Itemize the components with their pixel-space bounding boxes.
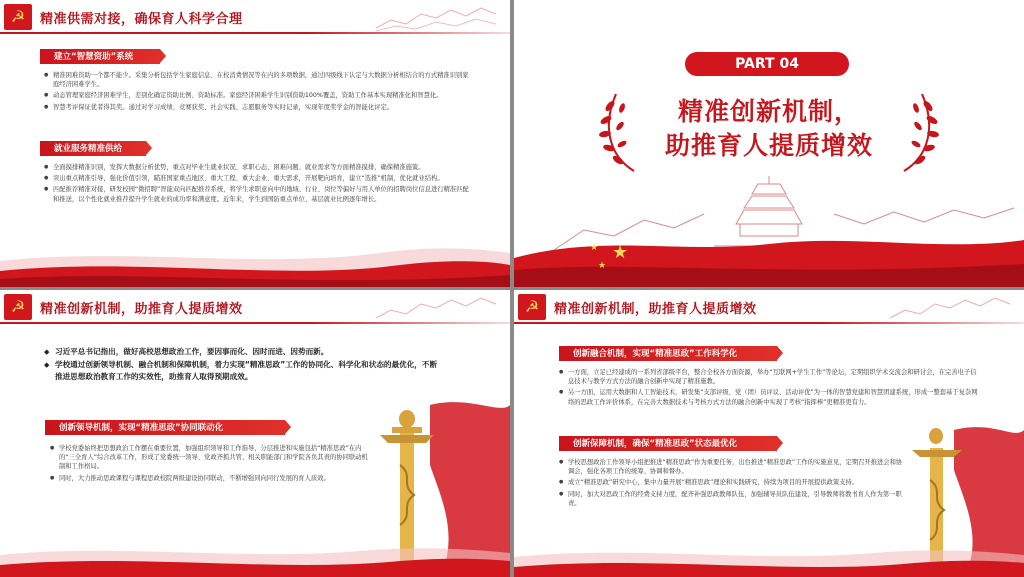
part-title-line2: 助推育人提质增效 — [664, 131, 873, 160]
header-divider — [514, 322, 1024, 324]
red-wave-decoration-icon — [514, 529, 1024, 577]
list-item: ● 学校党委始终把思想政治工作摆在重要位置，加强组织领导和工作指导，分层推进和实施包括“精准思政”在内的“三全育人”综合改革工作，形成了党委统一领导、党政齐抓共管、相关职能部门和学院各负其责的协同联动机制和工作格局。 — [50, 444, 370, 472]
bullet-list-guarantee — [559, 458, 904, 510]
slide-header — [514, 290, 1024, 324]
list-item: ● 一方面，立足已经建成的一系列省部级平台，整合全校各方面资源，举办“互联网+学生工作”等论坛，定期组织学术交流会和研讨会，在完善电子信息技术与教学方式方法的融合创新中实现了精准施教。 — [559, 368, 979, 386]
list-item: ● 另一方面，运用大数据和人工智能技术，研发集“支部评级、党（团）员评议、活动评优”为一体的智慧党建和智慧团建系统，形成一整套基于复杂网络的思政工作评价体系，在完善大数据技术与考核方式方法的融合创新中实现了考核“指挥棒”更精准更有力。 — [559, 388, 979, 406]
great-wall-decoration-icon — [890, 292, 1010, 322]
lead-paragraphs — [44, 346, 444, 384]
list-item: ● 学校思想政治工作领导小组把推进“精准思政”作为重要任务，出台推进“精准思政”工作的实施意见，定期召开推进会和协调会，强化各项工作的统筹、协调和督办。 — [559, 458, 904, 476]
slide-4[interactable] — [514, 290, 1024, 577]
slide-header — [0, 0, 510, 34]
slide-title: 精准供需对接，确保育人科学合理 — [40, 12, 243, 27]
party-emblem-icon: ☭ — [518, 294, 546, 320]
great-wall-decoration-icon — [376, 2, 496, 32]
svg-text:★: ★ — [598, 261, 607, 271]
section-tag-integration: 创新融合机制，实现“精准思政”工作科学化 — [559, 346, 777, 361]
bullet-list-leadership — [50, 444, 370, 485]
svg-text:★: ★ — [590, 243, 599, 253]
list-item: ● 全面摸排精准识别，发挥大数据分析优势，重点对毕业生就业状况、求职心态、困难问题、就业需求等方面精准摸排，确保精准施策。 — [44, 163, 469, 172]
part-title-line1: 精准创新机制， — [677, 97, 860, 126]
part-badge: PART 04 — [685, 52, 849, 76]
list-item: ● 突出重点精准引导，强化价值引领，瞄准国家重点地区、重大工程、重大企业、重大需求，开展靶向培育，建立“选推”机制，优化就业结构。 — [44, 174, 469, 183]
list-item: ● 智慧考评保证优者得其奖。通过对学习成绩、竞赛获奖、社会实践、志愿服务等实时记录，实现年度奖学金的智能化评定。 — [44, 103, 469, 112]
temple-of-heaven-illustration-icon — [514, 170, 1024, 287]
party-emblem-icon: ☭ — [4, 4, 32, 30]
section-tag-smart-aid: 建立“智慧资助”系统 — [40, 49, 160, 64]
header-divider — [0, 322, 510, 324]
slide-2[interactable] — [514, 0, 1024, 287]
slide-title: 精准创新机制，助推育人提质增效 — [554, 302, 757, 317]
slide-3[interactable] — [0, 290, 510, 577]
section-tag-employment: 就业服务精准供给 — [40, 141, 146, 156]
bullet-list-smart-aid — [44, 71, 469, 114]
slide-title: 精准创新机制，助推育人提质增效 — [40, 302, 243, 317]
section-tag-leadership: 创新领导机制，实现“精准思政”协同联动化 — [45, 420, 285, 435]
lead-item: ◆ 习近平总书记指出，做好高校思想政治工作，要因事而化、因时而进、因势而新。 — [44, 346, 444, 359]
list-item: ● 精准困难资助一个都不能少。采集分析包括学生家庭信息、在校消费情况等在内的多项数据，通过四级线下认定与大数据分析相结合的方式精准识别家庭经济困难学生。 — [44, 71, 469, 89]
svg-text:★: ★ — [612, 242, 629, 263]
section-tag-guarantee: 创新保障机制，确保“精准思政”状态最优化 — [559, 436, 777, 451]
great-wall-decoration-icon — [376, 292, 496, 322]
list-item: ● 成立“精准思政”研究中心，集中力量开展“精准思政”理论和实践研究，持续为项目的开展提供政策支持。 — [559, 478, 904, 487]
slide-header — [0, 290, 510, 324]
list-item: ● 同时，大力推动思政课程与课程思政校院两级建设协同联动，不断增强同向同行发展的育人质效。 — [50, 474, 370, 483]
slide-1[interactable] — [0, 0, 510, 287]
red-wave-decoration-icon — [0, 239, 510, 287]
bullet-list-employment — [44, 163, 469, 206]
header-divider — [0, 32, 510, 34]
list-item: ● 匹配推荐精准对接，研发校园“微招聘”智能双向匹配推荐系统，将学生求职意向中的地域、行业、岗位等偏好与用人单位的招聘岗位信息进行精准匹配和推送，以个性化就业推荐提升学生就业的成功率和满意度。近年来，学生到国防重点单位、基层就业比例逐年增长。 — [44, 185, 469, 203]
red-wave-decoration-icon — [0, 529, 510, 577]
party-emblem-icon: ☭ — [4, 294, 32, 320]
list-item: ● 同时，加大对思政工作的经费支持力度，配齐补强思政教师队伍，加强辅导员队伍建设，引导教师将教书育人作为第一职责。 — [559, 490, 904, 508]
lead-item: ◆ 学校通过创新领导机制、融合机制和保障机制，着力实现“精准思政”工作的协同化、科学化和状态的最优化，不断推进思想政治教育工作的实效性，助推育人取得预期成效。 — [44, 359, 444, 384]
list-item: ● 动态管理家庭经济困难学生，差别化确定资助比例、资助标准。家庭经济困难学生识别资助100%覆盖，资助工作基本实现精准化和智慧化。 — [44, 91, 469, 100]
